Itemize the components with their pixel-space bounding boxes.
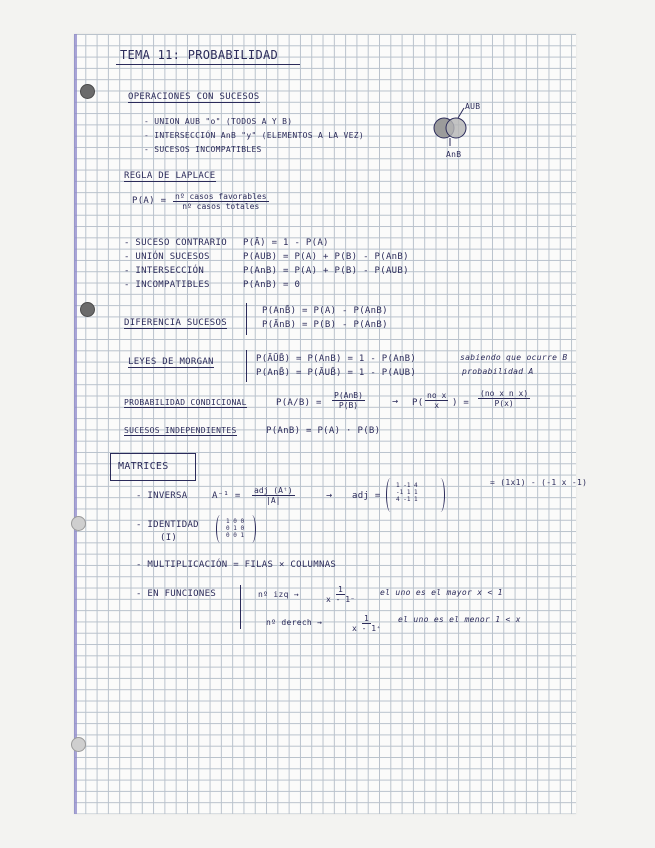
identity-paren-right bbox=[248, 515, 256, 543]
func-line1-b: el uno es el mayor x < 1 bbox=[380, 588, 503, 597]
funciones-label: - EN FUNCIONES bbox=[136, 589, 217, 599]
prop-label: - INTERSECCIÓN bbox=[124, 266, 205, 276]
section-title-operaciones: OPERACIONES CON SUCESOS bbox=[128, 92, 260, 102]
section-title-matrices: MATRICES bbox=[118, 461, 169, 472]
condicional-frac3-denominator: P(x) bbox=[494, 399, 514, 408]
inversa-numerator: adj (Aᵗ) bbox=[254, 486, 293, 495]
multiplicacion-line: - MULTIPLICACIÓN = FILAS × COLUMNAS bbox=[136, 560, 337, 570]
binder-hole bbox=[71, 737, 86, 752]
op-line: - INTERSECCIÓN AnB "y" (ELEMENTOS A LA VEZ) bbox=[144, 131, 365, 140]
op-line: - UNION AUB "o" (TODOS A Y B) bbox=[144, 117, 293, 126]
laplace-fraction bbox=[173, 192, 269, 211]
section-title-laplace: REGLA DE LAPLACE bbox=[124, 171, 216, 181]
inversa-adj: adj = bbox=[352, 491, 381, 501]
condicional-frac2-denominator: x bbox=[434, 401, 440, 410]
diferencia-line: P(AnB̄) = P(A) - P(AnB) bbox=[262, 306, 388, 316]
func-line2-numerator: 1 bbox=[364, 614, 369, 623]
condicional-rhs2: ) = bbox=[452, 398, 470, 408]
section-title-morgan: LEYES DE MORGAN bbox=[128, 357, 214, 367]
condicional-arrow: → bbox=[392, 396, 399, 407]
independientes-formula: P(AnB) = P(A) · P(B) bbox=[266, 426, 381, 436]
venn-union-label: AUB bbox=[465, 102, 481, 111]
prop-label: - UNIÓN SUCESOS bbox=[124, 252, 210, 262]
inversa-label: - INVERSA bbox=[136, 491, 188, 501]
laplace-denominator: nº casos totales bbox=[182, 202, 260, 211]
condicional-fraction-2 bbox=[425, 391, 448, 410]
morgan-line: P(AnB̄) = P(ĀUB̄) = 1 - P(AUB) bbox=[256, 368, 417, 378]
identidad-label: - IDENTIDAD bbox=[136, 520, 199, 530]
morgan-line: P(ĀŪB̄) = P(AnB) = 1 - P(AnB) bbox=[256, 354, 417, 364]
laplace-numerator: nº casos favorables bbox=[175, 192, 267, 201]
prop-formula: P(Ā) = 1 - P(A) bbox=[243, 238, 329, 248]
laplace-lhs: P(A) = bbox=[132, 196, 167, 206]
binder-hole bbox=[80, 302, 95, 317]
func-line2-a: nº derech → bbox=[266, 618, 323, 627]
inversa-denominator: |A| bbox=[266, 496, 281, 505]
condicional-fraction bbox=[332, 391, 365, 410]
identidad-matrix bbox=[226, 518, 244, 539]
func-line2-fraction bbox=[352, 614, 381, 633]
inversa-fraction bbox=[252, 486, 295, 505]
binder-hole bbox=[80, 84, 95, 99]
margin-line bbox=[74, 34, 77, 814]
inversa-matrix bbox=[396, 482, 418, 503]
matrix-row: 4 -1 1 bbox=[396, 496, 418, 503]
matrix-row: -1 1 1 bbox=[396, 489, 418, 496]
identity-paren-left bbox=[216, 515, 224, 543]
section-title-independientes: SUCESOS INDEPENDIENTES bbox=[124, 426, 237, 435]
condicional-frac3-numerator: (no x n x) bbox=[480, 389, 529, 398]
page-title: TEMA 11: PROBABILIDAD bbox=[120, 48, 279, 62]
funciones-brace bbox=[240, 585, 241, 629]
title-underline bbox=[116, 64, 300, 65]
section-title-diferencia: DIFERENCIA SUCESOS bbox=[124, 318, 227, 328]
condicional-numerator: P(AnB) bbox=[334, 391, 363, 400]
matrix-row: 0 1 0 bbox=[226, 525, 245, 532]
func-line2-b: el uno es el menor 1 < x bbox=[398, 615, 521, 624]
section-title-condicional: PROBABILIDAD CONDICIONAL bbox=[124, 398, 247, 407]
prop-formula: P(AnB) = 0 bbox=[243, 280, 301, 290]
prop-formula: P(AnB) = P(A) + P(B) - P(AUB) bbox=[243, 266, 409, 276]
matrix-row: 1 0 0 bbox=[226, 518, 245, 525]
morgan-note: sabiendo que ocurre B bbox=[460, 353, 568, 362]
diferencia-line: P(ĀnB) = P(B) - P(AnB) bbox=[262, 320, 388, 330]
func-line2-denominator: x - 1⁺ bbox=[352, 624, 381, 633]
condicional-frac2-numerator: no x bbox=[427, 391, 447, 400]
func-line1-numerator: 1 bbox=[338, 585, 343, 594]
func-line1-denominator: x - 1⁻ bbox=[326, 595, 355, 604]
matrix-row: 1 -1 4 bbox=[396, 482, 418, 489]
prop-formula: P(AUB) = P(A) + P(B) - P(AnB) bbox=[243, 252, 409, 262]
matrix-row: 0 0 1 bbox=[226, 532, 245, 539]
inversa-det: = (1x1) - (-1 x -1) bbox=[490, 478, 588, 487]
morgan-brace bbox=[246, 350, 247, 382]
matrix-paren-left bbox=[386, 478, 395, 512]
identidad-sub: (I) bbox=[160, 533, 178, 543]
func-line1-fraction bbox=[326, 585, 355, 604]
binder-hole bbox=[71, 516, 86, 531]
condicional-denominator: P(B) bbox=[338, 401, 359, 410]
morgan-note: probabilidad A bbox=[462, 367, 534, 376]
func-line1-a: nº izq → bbox=[258, 590, 299, 599]
diferencia-brace bbox=[246, 303, 247, 335]
inversa-lhs: A⁻¹ = bbox=[212, 491, 241, 501]
condicional-fraction-3 bbox=[478, 389, 530, 408]
inversa-arrow: → bbox=[326, 490, 333, 501]
prop-label: - SUCESO CONTRARIO bbox=[124, 238, 227, 248]
prop-label: - INCOMPATIBLES bbox=[124, 280, 210, 290]
op-line: - SUCESOS INCOMPATIBLES bbox=[144, 145, 262, 154]
condicional-lhs: P(A/B) = bbox=[276, 398, 322, 408]
venn-intersection-label: AnB bbox=[446, 150, 462, 159]
condicional-lhs2: P( bbox=[412, 398, 424, 408]
matrix-paren-right bbox=[436, 478, 445, 512]
